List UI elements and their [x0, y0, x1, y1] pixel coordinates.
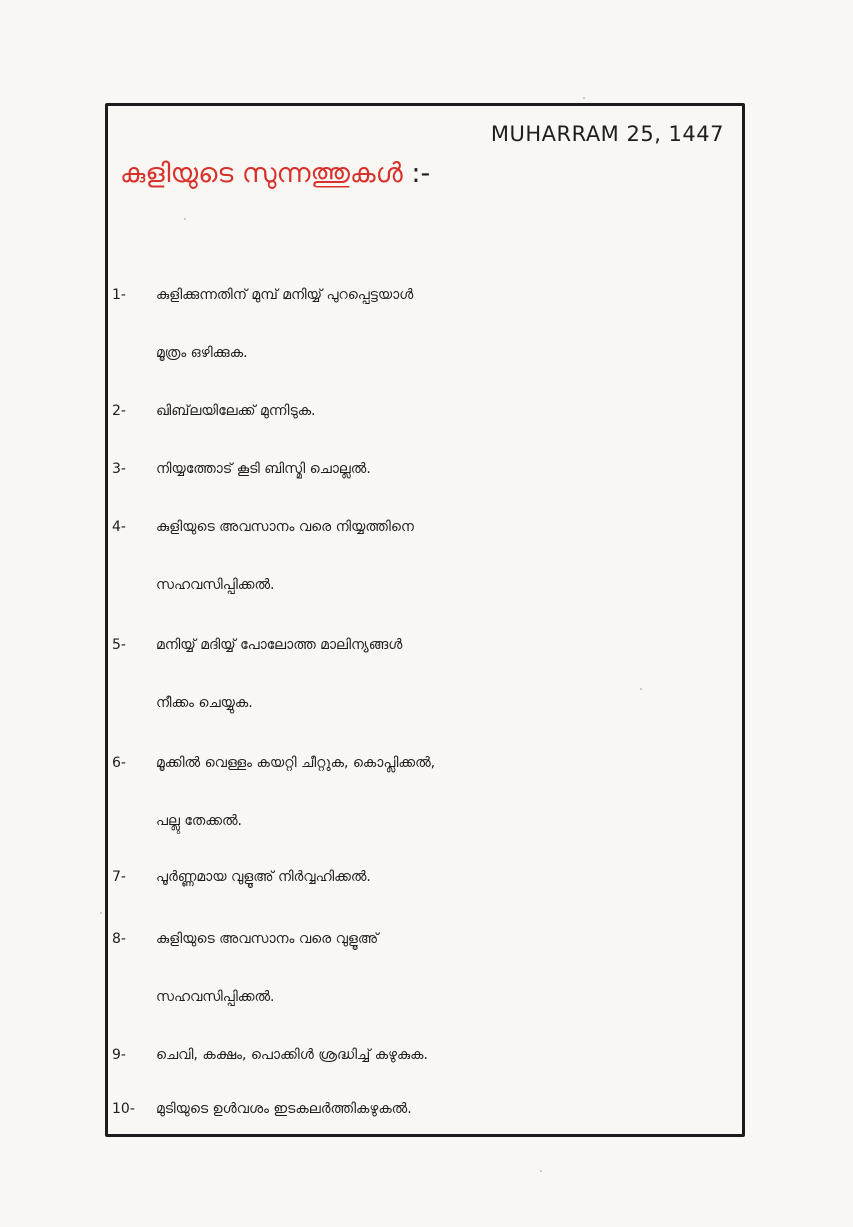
item-text-continued: പല്ലു തേക്കൽ.: [156, 813, 242, 829]
date-label: MUHARRAM 25, 1447: [490, 122, 724, 146]
paper-speck: [540, 1170, 542, 1172]
item-text: ചെവി, കക്ഷം, പൊക്കിൾ ശ്രദ്ധിച്ച് കഴുകുക.: [156, 1047, 428, 1063]
list-item: [112, 440, 742, 498]
title-text: കുളിയുടെ സുന്നത്തുകൾ: [120, 158, 403, 189]
list-item: [112, 1080, 742, 1138]
list-item: [112, 848, 742, 906]
item-text-continued: സഹവസിപ്പിക്കൽ.: [156, 577, 275, 593]
paper-speck: [640, 688, 642, 690]
paper-speck: [583, 97, 585, 99]
item-text-continued: നീക്കം ചെയ്യുക.: [156, 695, 253, 711]
item-number: 2-: [112, 403, 126, 419]
list-item: [112, 910, 742, 1026]
item-text: പൂർണ്ണമായ വുളൂഅ് നിർവ്വഹിക്കൽ.: [156, 869, 371, 885]
item-number: 9-: [112, 1047, 126, 1063]
item-number: 10-: [112, 1101, 135, 1117]
content-border: [105, 103, 745, 1137]
item-text: ഖിബ്‌ലയിലേക്ക് മുന്നിടുക.: [156, 403, 316, 419]
title-suffix: :-: [402, 158, 431, 189]
item-number: 1-: [112, 287, 126, 303]
item-text: മനിയ്യ് മദിയ്യ് പോലോത്ത മാലിന്യങ്ങൾ: [156, 637, 403, 653]
item-number: 8-: [112, 931, 126, 947]
item-text: കുളിയുടെ അവസാനം വരെ നിയ്യത്തിനെ: [156, 519, 414, 535]
item-text-continued: മൂത്രം ഒഴിക്കുക.: [156, 345, 248, 361]
list-item: [112, 382, 742, 440]
list-item: [112, 266, 742, 382]
paper-speck: [100, 912, 102, 914]
page-title: [120, 158, 430, 190]
list-item: [112, 616, 742, 732]
list-item: [112, 498, 742, 614]
item-number: 5-: [112, 637, 126, 653]
item-text: മുടിയുടെ ഉൾവശം ഇടകലർത്തികഴുകൽ.: [156, 1101, 412, 1117]
list-item: [112, 1026, 742, 1084]
item-number: 3-: [112, 461, 126, 477]
item-number: 6-: [112, 755, 126, 771]
list-item: [112, 734, 742, 850]
item-text: കുളിക്കുന്നതിന് മുമ്പ് മനിയ്യ് പുറപ്പെട്ടയാൾ: [156, 287, 414, 303]
item-number: 4-: [112, 519, 126, 535]
item-text: കുളിയുടെ അവസാനം വരെ വുളൂഅ്: [156, 931, 379, 947]
paper-speck: [184, 218, 186, 220]
item-number: 7-: [112, 869, 126, 885]
item-text: മൂക്കിൽ വെള്ളം കയറ്റി ചീറ്റുക, കൊപ്ലിക്കൽ,: [156, 755, 436, 771]
item-text: നിയ്യത്തോട് കൂടി ബിസ്മി ചൊല്ലൽ.: [156, 461, 371, 477]
item-text-continued: സഹവസിപ്പിക്കൽ.: [156, 989, 275, 1005]
